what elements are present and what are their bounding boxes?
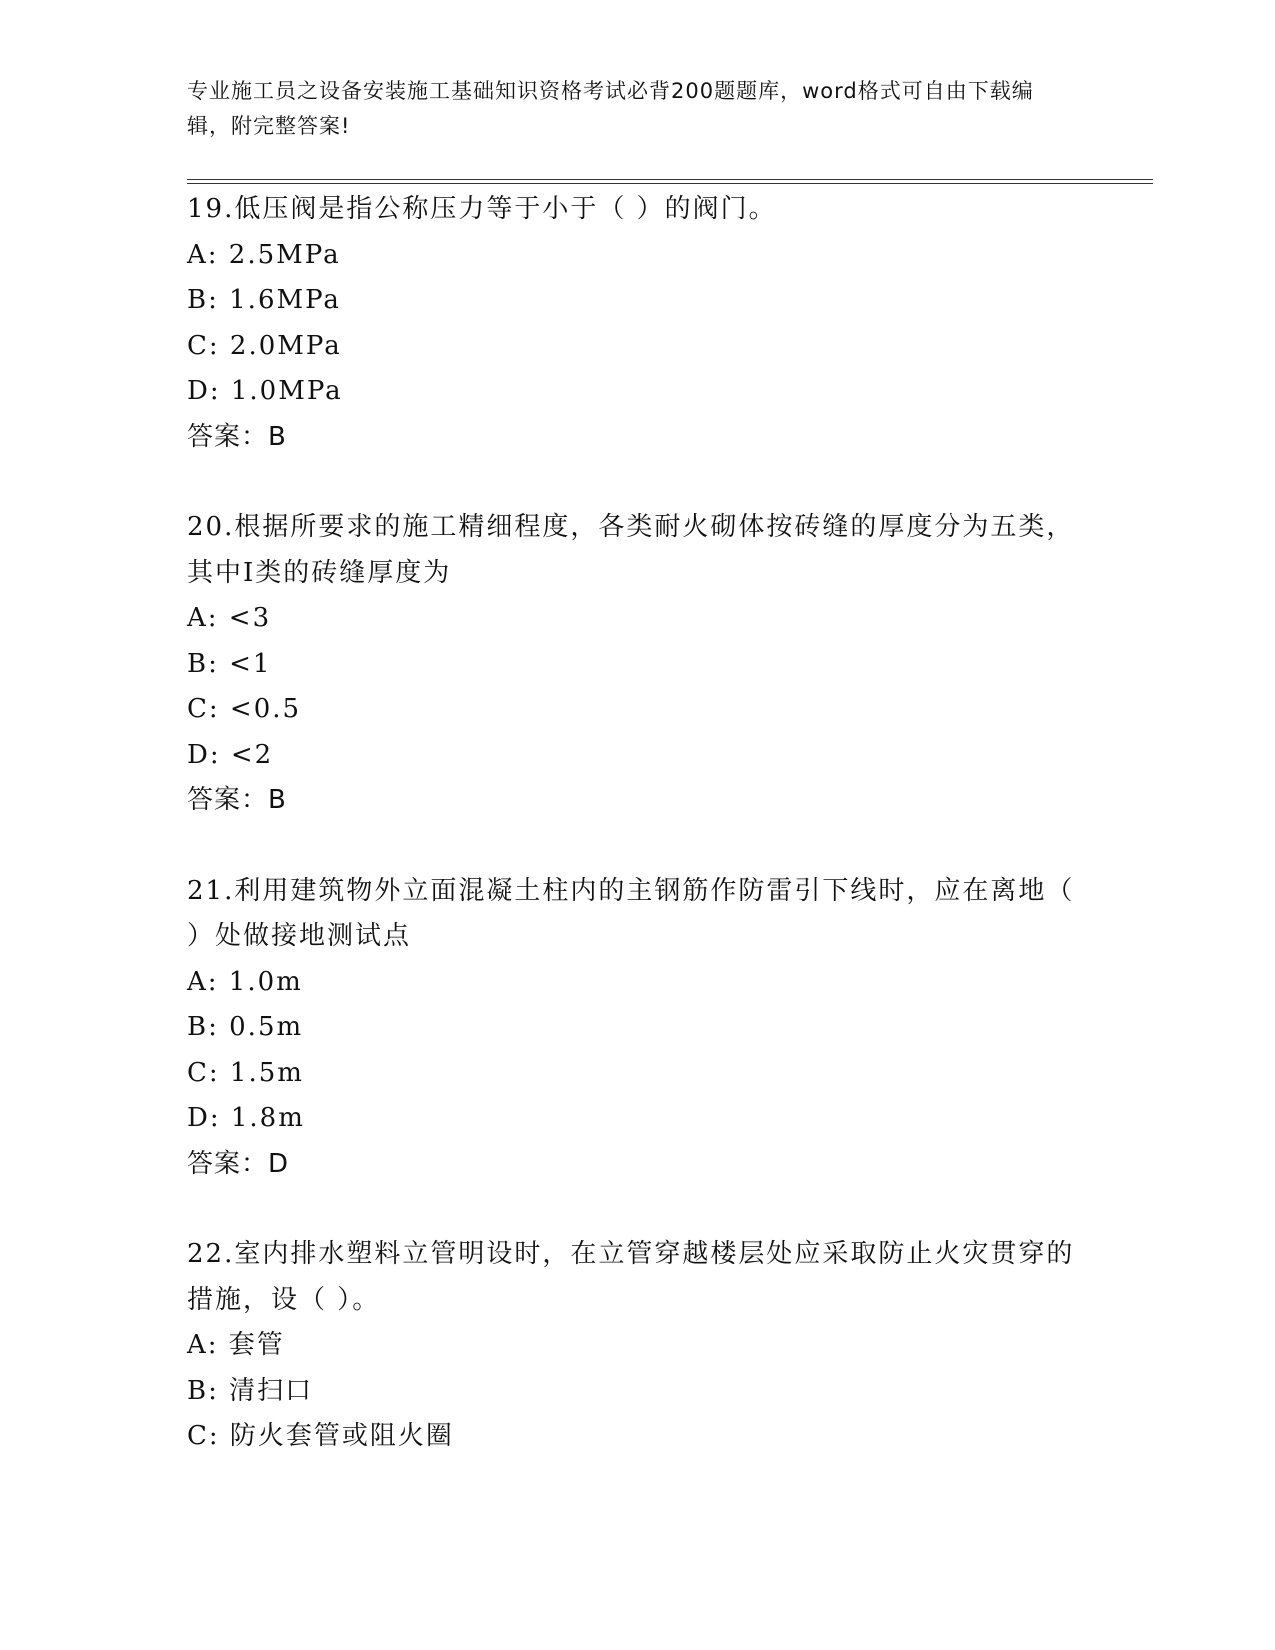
question-text: 20.根据所要求的施工精细程度，各类耐火砌体按砖缝的厚度分为五类，其中Ⅰ类的砖缝厚度为 (187, 512, 1075, 588)
answer-line (187, 778, 1087, 824)
option-b: B: 0.5m (187, 1012, 304, 1042)
option-a: A: 2.5MPa (187, 239, 341, 270)
option-d: D: 1.0MPa (187, 376, 343, 406)
option-c: C: 1.5m (187, 1057, 304, 1088)
answer-value: B (268, 421, 287, 452)
header-divider-top (187, 179, 1153, 180)
answer-value: D (268, 1148, 290, 1179)
option-c: C: 2.0MPa (187, 330, 342, 361)
option-d: D: <2 (187, 739, 274, 770)
answer-value: B (268, 785, 287, 815)
option-a: A: 1.0m (187, 966, 303, 997)
answer-line (187, 415, 1087, 461)
option-b: B: 1.6MPa (187, 285, 341, 315)
answer-label: 答案： (187, 1148, 269, 1179)
question-20 (187, 505, 1087, 824)
document-header: 专业施工员之设备安装施工基础知识资格考试必背200题题库，word格式可自由下载编辑，附完整答案! (187, 79, 1034, 138)
question-list (187, 187, 1087, 1505)
option-a: A: 套管 (187, 1330, 285, 1360)
option-b: B: 清扫口 (187, 1375, 314, 1406)
option-c: C: 防火套管或阻火圈 (187, 1421, 454, 1451)
option-c: C: <0.5 (187, 694, 302, 724)
answer-line (187, 1142, 1087, 1188)
question-text: 21.利用建筑物外立面混凝土柱内的主钢筋作防雷引下线时，应在离地（ ）处做接地测试点 (187, 875, 1075, 951)
question-21 (187, 869, 1087, 1188)
answer-label: 答案： (187, 785, 269, 815)
question-text: 19.低压阀是指公称压力等于小于（ ）的阀门。 (187, 194, 777, 224)
question-22 (187, 1232, 1087, 1460)
answer-label: 答案： (187, 421, 269, 452)
question-19 (187, 187, 1087, 460)
question-text: 22.室内排水塑料立管明设时，在立管穿越楼层处应采取防止火灾贯穿的措施，设（ ）。 (187, 1239, 1075, 1315)
header-divider-bottom (187, 183, 1153, 184)
option-b: B: <1 (187, 648, 272, 679)
option-a: A: <3 (187, 603, 272, 633)
option-d: D: 1.8m (187, 1103, 305, 1133)
